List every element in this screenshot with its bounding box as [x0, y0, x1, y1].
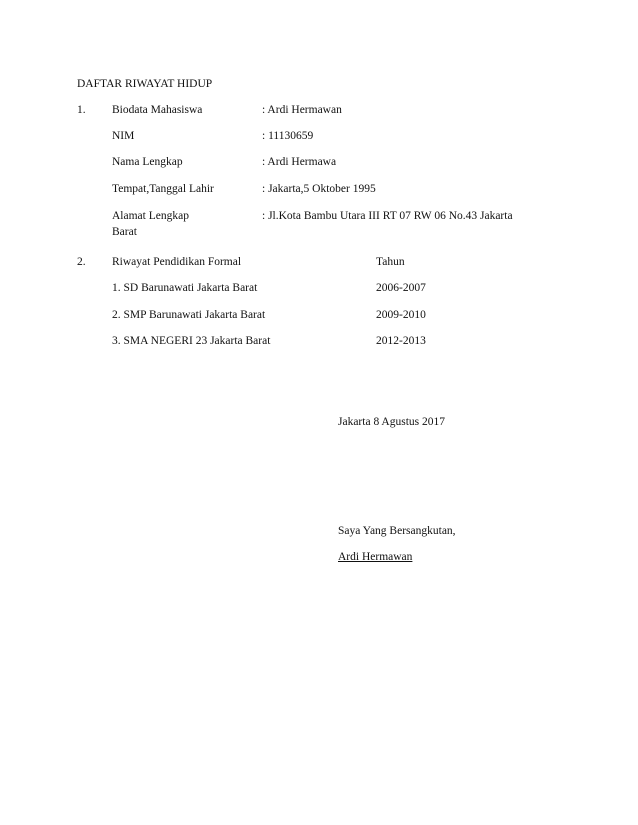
biodata-label: Biodata Mahasiswa [112, 104, 203, 116]
birth-place-date-value: : Jakarta,5 Oktober 1995 [262, 183, 376, 195]
signature-closing: Saya Yang Bersangkutan, [338, 525, 456, 537]
education-years-2: 2009-2010 [376, 309, 426, 321]
full-name-value: : Ardi Hermawa [262, 156, 337, 168]
nim-value: : 11130659 [262, 130, 314, 142]
full-name-label: Nama Lengkap [112, 156, 183, 168]
address-label: Alamat Lengkap [112, 210, 189, 222]
nim-label: NIM [112, 130, 135, 142]
education-heading: Riwayat Pendidikan Formal [112, 256, 242, 268]
signature-place-date: Jakarta 8 Agustus 2017 [338, 416, 446, 428]
document-title: DAFTAR RIWAYAT HIDUP [77, 78, 213, 90]
education-years-1: 2006-2007 [376, 282, 426, 294]
section-2-number: 2. [77, 256, 86, 268]
education-school-1: 1. SD Barunawati Jakarta Barat [112, 282, 258, 294]
section-1-number: 1. [77, 104, 86, 116]
signature-name: Ardi Hermawan [338, 551, 413, 563]
education-school-2: 2. SMP Barunawati Jakarta Barat [112, 309, 266, 321]
education-school-3: 3. SMA NEGERI 23 Jakarta Barat [112, 335, 271, 347]
year-heading: Tahun [376, 256, 405, 268]
birth-place-date-label: Tempat,Tanggal Lahir [112, 183, 214, 195]
address-label-continuation: Barat [112, 226, 137, 238]
address-value: : Jl.Kota Bambu Utara III RT 07 RW 06 No.43 Jakarta [262, 210, 513, 222]
education-years-3: 2012-2013 [376, 335, 426, 347]
biodata-value: : Ardi Hermawan [262, 104, 342, 116]
